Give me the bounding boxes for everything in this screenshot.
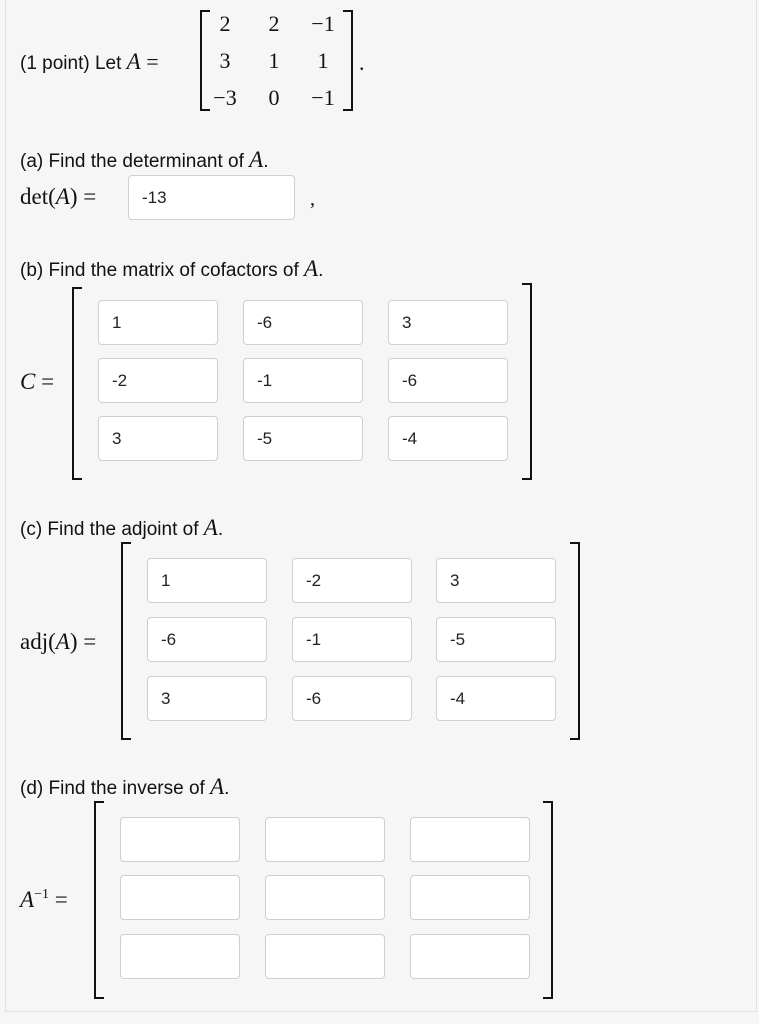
part-b-prompt-text: (b) Find the matrix of cofactors of [20, 260, 305, 281]
cofactor-label-eq: = [35, 369, 55, 394]
det-trailing-comma: , [310, 188, 315, 210]
adjoint-cell-input[interactable] [147, 617, 267, 662]
part-c-suffix: . [217, 519, 224, 540]
cofactor-cell-input[interactable] [243, 300, 363, 345]
inverse-cell-input[interactable] [265, 817, 385, 862]
matrix-a-cell: −1 [311, 85, 335, 110]
cofactor-cell-input[interactable] [388, 416, 508, 461]
inverse-cell-input[interactable] [120, 875, 240, 920]
cofactor-cell-input[interactable] [98, 416, 218, 461]
adjoint-cell-input[interactable] [436, 617, 556, 662]
inverse-cell-input[interactable] [120, 934, 240, 979]
matrix-a-cell: 3 [219, 48, 231, 73]
adjoint-label-var: A [55, 629, 70, 654]
part-d-prompt-text: (d) Find the inverse of [20, 778, 211, 799]
inverse-label-sup: −1 [34, 887, 49, 902]
part-c-prompt [20, 515, 223, 541]
adjoint-label-suffix: ) = [69, 629, 97, 654]
inverse-label [20, 887, 68, 913]
inverse-cell-input[interactable] [265, 875, 385, 920]
adjoint-cell-input[interactable] [436, 558, 556, 603]
intro-var: A [126, 49, 141, 74]
cofactor-left-bracket [72, 287, 82, 480]
part-c-prompt-text: (c) Find the adjoint of [20, 519, 204, 540]
inverse-cell-input[interactable] [410, 817, 530, 862]
inverse-cell-input[interactable] [120, 817, 240, 862]
adjoint-left-bracket [121, 542, 131, 740]
cofactor-cell-input[interactable] [388, 358, 508, 403]
inverse-label-eq: = [48, 887, 68, 912]
determinant-input[interactable] [128, 175, 295, 220]
matrix-a [192, 5, 357, 111]
intro-equals: = [140, 49, 159, 74]
adjoint-cell-input[interactable] [436, 676, 556, 721]
inverse-label-var: A [20, 887, 35, 912]
det-label [20, 184, 96, 210]
part-a-suffix: . [263, 151, 269, 172]
intro-period: . [359, 50, 365, 75]
matrix-a-cell: 0 [268, 85, 280, 110]
cofactor-right-bracket [522, 283, 532, 480]
cofactor-cell-input[interactable] [243, 416, 363, 461]
part-b-var: A [304, 256, 319, 281]
cofactor-label [20, 369, 54, 395]
inverse-cell-input[interactable] [410, 875, 530, 920]
matrix-a-cell: −3 [213, 85, 237, 110]
cofactor-cell-input[interactable] [98, 300, 218, 345]
matrix-a-cell: 2 [219, 11, 231, 36]
adjoint-cell-input[interactable] [147, 558, 267, 603]
inverse-cell-input[interactable] [410, 934, 530, 979]
cofactor-cell-input[interactable] [243, 358, 363, 403]
part-a-prompt-text: (a) Find the determinant of [20, 151, 250, 172]
det-label-var: A [55, 184, 70, 209]
adjoint-cell-input[interactable] [147, 676, 267, 721]
cofactor-cell-input[interactable] [98, 358, 218, 403]
part-b-prompt [20, 256, 323, 282]
inverse-right-bracket [543, 801, 553, 999]
part-d-suffix: . [224, 778, 230, 799]
matrix-a-cell: 2 [268, 11, 280, 36]
det-label-prefix: det( [20, 184, 56, 209]
adjoint-label [20, 629, 96, 655]
part-a-prompt [20, 147, 269, 173]
adjoint-cell-input[interactable] [292, 617, 412, 662]
adjoint-right-bracket [570, 542, 580, 740]
adjoint-cell-input[interactable] [292, 676, 412, 721]
part-c-var: A [203, 515, 218, 540]
adjoint-cell-input[interactable] [292, 558, 412, 603]
part-a-var: A [249, 147, 264, 172]
cofactor-label-var: C [20, 369, 36, 394]
part-d-var: A [210, 774, 225, 799]
part-d-prompt [20, 774, 229, 800]
matrix-a-cell: 1 [317, 48, 329, 73]
matrix-a-cell: −1 [311, 11, 335, 36]
intro-text [20, 49, 159, 75]
intro-prefix: (1 point) Let [20, 53, 127, 74]
adjoint-label-prefix: adj( [20, 629, 56, 654]
matrix-a-cell: 1 [268, 48, 280, 73]
det-label-suffix: ) = [69, 184, 97, 209]
inverse-cell-input[interactable] [265, 934, 385, 979]
cofactor-cell-input[interactable] [388, 300, 508, 345]
inverse-left-bracket [94, 801, 104, 999]
part-b-suffix: . [318, 260, 324, 281]
